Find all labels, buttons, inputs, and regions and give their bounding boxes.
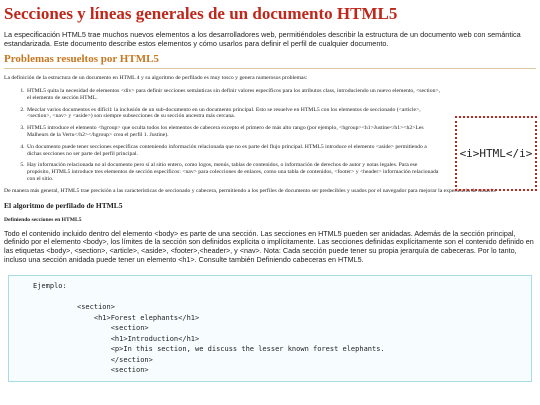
example-spacer [9,292,531,303]
page-title: Secciones y líneas generales de un documento HTML5 [4,4,398,23]
problems-list [4,88,441,183]
code-line: <section> [77,324,149,333]
problem-item: 2. Mezclar varios documentos es difícil: la inclusión de un sub-documento en un documento principal. Esto se resuelve en HTML5 con los elementos de seccionado (<article>, <section>, <nav> y <aside>) son siempre subsecciones de su sección ancestra más cercana. [26,107,441,121]
code-line: <section> [77,303,115,312]
defining-sections-heading: Definiendo secciones en HTML5 [4,216,82,223]
summary-paragraph: De manera más general, HTML5 trae precisión a las características de seccionado y cabecera, permitiendo a los perfiles de documento ser predecibles y usados por el navegador para mejorar la experiencia de usuario. [4,187,497,194]
algorithm-heading: El algoritmo de perfilado de HTML5 [4,200,123,210]
italic-code-sample: <i>HTML</i> [455,116,537,191]
code-line: <section> [77,366,149,375]
problem-item: 3. HTML5 introduce el elemento <hgroup> que oculta todos los elementos de cabecera excepto el primero de más alto rango (por ejemplo, <hgroup><h1>Justine</h1><h2>Les Malheurs de la Vertu</h2></hgroup> crea el perfil 1. Justine). [26,125,441,139]
example-label: Ejemplo: [33,282,67,291]
code-line: <h1>Introduction</h1> [77,334,200,343]
problem-item: 5. Hay información relacionada no al documento pero sí al sitio entero, como logos, menús, tablas de contenidos, o información de derechos de autor y notas legales. Para ese propósito, HTML5 introduce tres elementos de sección específicos: <nav> para colecciones de enlaces, como una tabla de contenidos, <footer> y <header> información relacionada con el sitio. [26,162,441,182]
problems-intro: La definición de la estructura de un documento en HTML 4 y su algoritmo de perfilado es muy tosco y genera numerosos problemas: [4,75,308,81]
code-line: <h1>Forest elephants</h1> [77,313,200,322]
intro-paragraph: La especificación HTML5 trae muchos nuevos elementos a los desarrolladores web, permitiéndoles describir la estructura de un documento web con semántica estandarizada. Este documento describe estos elementos y cómo usarlos para definir el perfil de cualquier documento. [4,30,521,48]
code-example-box [8,275,532,382]
code-line: </section> [77,355,153,364]
defining-sections-body: Todo el contenido incluido dentro del elemento <body> es parte de una sección. Las secciones en HTML5 pueden ser anidadas. Además de la sección principal, definido por el elemento <body>, los límites de la sección son definidos explícita o implícitamente. Las secciones definidas explícitamente son el contenido definido en las etiquetas <body>, <section>, <article>, <aside>, <footer>,<header>, y <nav>. Nota: Cada sección puede tener su propia jerarquía de cabeceras. Por lo tanto, incluso una sección anidada puede tener un elemento <h1>. Consulte también Definiendo cabeceras en HTML5. [4,228,534,264]
problems-section [4,88,536,183]
problem-item: 4. Un documento puede tener secciones específicas conteniendo información relacionada que no es parte del flujo principal. HTML5 introduce el elemento <aside> permitiendo a dichas secciones no ser parte del perfil principal. [26,144,441,158]
code-line: <p>In this section, we discuss the lesser known forest elephants. [77,345,385,354]
problems-heading: Problemas resueltos por HTML5 [4,53,536,69]
problem-item: 1. HTML5 quita la necesidad de elementos <div> para definir secciones semánticas sin definir valores específicos para los atributos class, introduciendo un nuevo elemento, <section>, el elemento de sección HTML. [26,88,441,102]
